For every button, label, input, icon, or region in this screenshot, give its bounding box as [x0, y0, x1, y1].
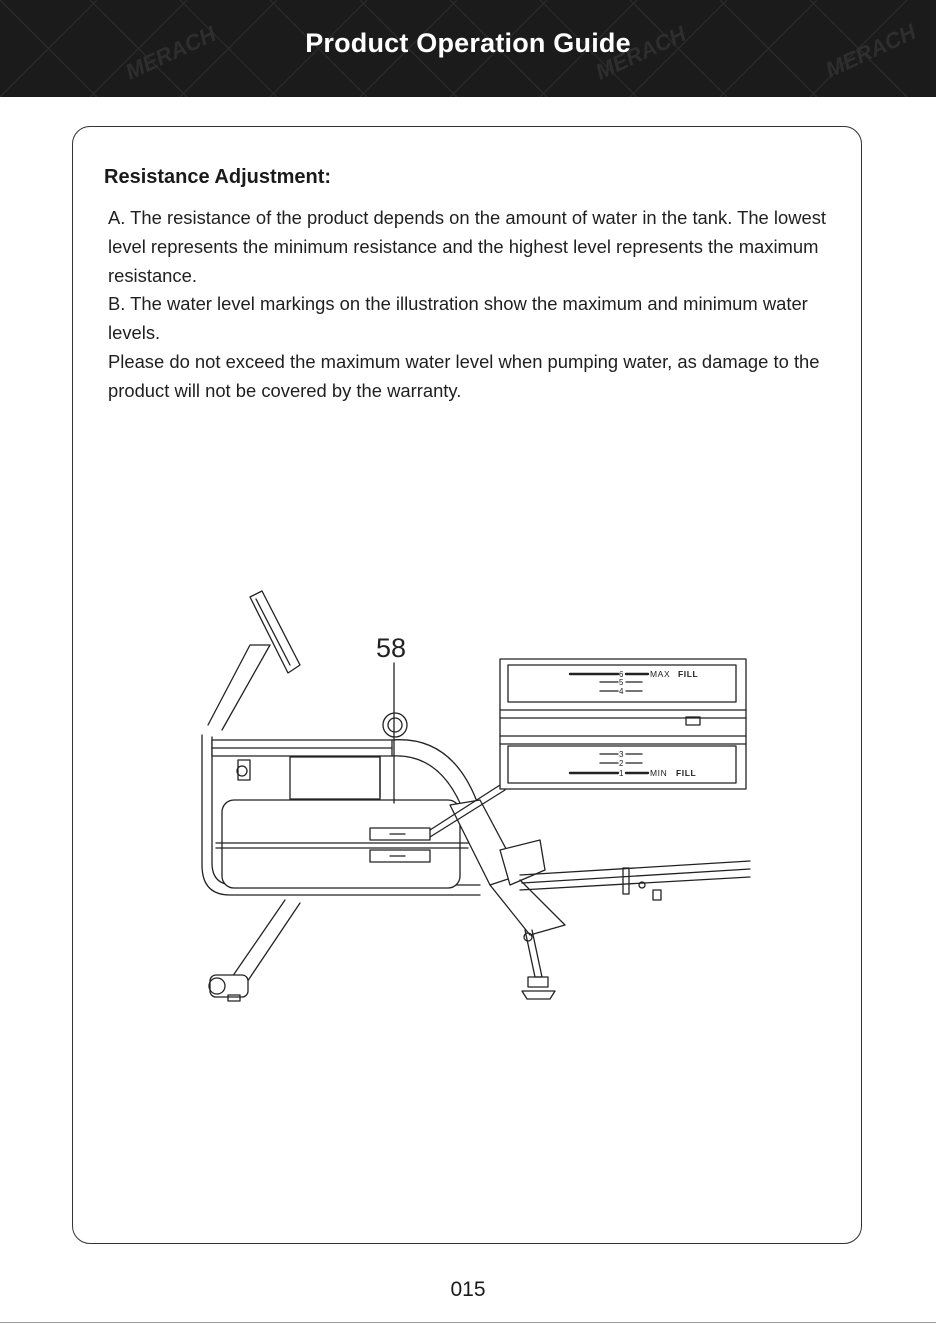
- warning-paragraph: Please do not exceed the maximum water level when pumping water, as damage to the product will not be covered by the warranty.: [108, 350, 820, 401]
- part-number-label: 58: [376, 633, 407, 663]
- instruction-paragraph-a: A. The resistance of the product depends on the amount of water in the tank. The lowest level represents the minimum resistance and the highest level represents the maximum resistance.: [108, 207, 827, 286]
- section-heading: Resistance Adjustment:: [104, 166, 332, 188]
- max-level-4: 4: [619, 687, 624, 696]
- header-banner: [0, 0, 936, 97]
- watermark-brand: MERACH: [591, 21, 690, 85]
- min-fill-label: FILL: [676, 768, 697, 778]
- instructions: [108, 204, 838, 406]
- rowing-machine-diagram: [190, 585, 760, 1015]
- min-level-3: 3: [619, 750, 624, 759]
- min-level-1: 1: [619, 769, 624, 778]
- page-number: 015: [450, 1278, 486, 1301]
- max-level-6: 6: [619, 670, 624, 679]
- max-level-5: 5: [619, 678, 624, 687]
- watermark-brand: MERACH: [121, 21, 220, 85]
- page-title: Product Operation Guide: [305, 28, 631, 58]
- instruction-paragraph-b: B. The water level markings on the illustration show the maximum and minimum water levels.: [108, 293, 808, 344]
- min-label: MIN: [650, 768, 668, 778]
- max-label: MAX: [650, 669, 671, 679]
- watermark-brand: MERACH: [821, 19, 920, 83]
- min-level-2: 2: [619, 759, 624, 768]
- footer-divider: [0, 1322, 936, 1323]
- max-fill-label: FILL: [678, 669, 699, 679]
